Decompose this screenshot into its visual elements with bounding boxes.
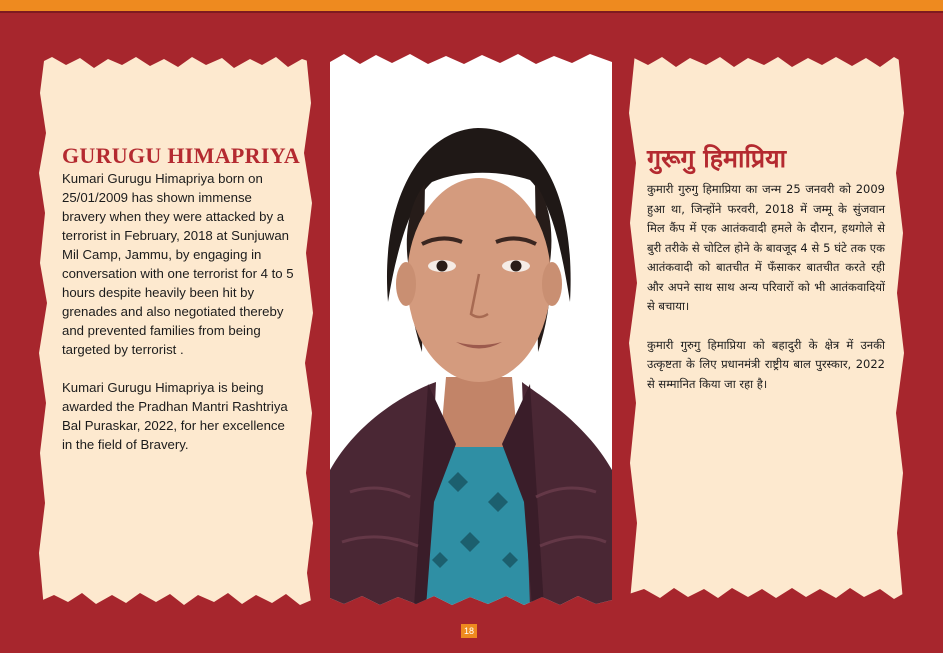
top-divider <box>0 11 943 13</box>
hindi-paragraph-2: कुमारी गुरुगु हिमाप्रिया को बहादुरी के क्षेत्र में उनकी उत्कृष्टता के लिए प्रधानमंत्री राष्ट्रीय बाल पुरस्कार, 2022 से सम्मानित किया जा रहा है। <box>647 337 885 391</box>
english-paragraph-1: Kumari Gurugu Himapriya born on 25/01/2009 has shown immense bravery when they were attacked by a terrorist in February, 2018 at Sunjuwan Mil Camp, Jammu, by engaging in conversation with one terrorist for 4 to 5 hours despite heavily been hit by grenades and also negotiated thereby and prevented families from being targeted by terrorist . <box>62 171 294 357</box>
hindi-body <box>647 180 885 413</box>
english-paragraph-2: Kumari Gurugu Himapriya is being awarded the Pradhan Mantri Rashtriya Bal Puraskar, 2022, for her excellence in the field of Bravery. <box>62 380 288 452</box>
top-accent-bar <box>0 0 943 11</box>
english-body <box>62 169 294 473</box>
page-number: 18 <box>461 624 477 638</box>
hindi-paragraph-1: कुमारी गुरुगु हिमाप्रिया का जन्म 25 जनवरी को 2009 हुआ था, जिन्होंने फरवरी, 2018 में जम्मू के सुंजवान मिल कैंप में एक आतंकवादी हमले के दौरान, हथगोले से बुरी तरीके से चोटिल होने के बावजूद 4 से 5 घंटे तक एक आतंकवादी को बातचीत में फँसाकर बातचीत करते रही और अपने साथ साथ अन्य परिवारों को भी आतंकवादियों से बचाया। <box>647 182 885 313</box>
portrait-photo <box>330 52 612 607</box>
english-title: GURUGU HIMAPRIYA <box>62 143 301 168</box>
hindi-title: गुरूगु हिमाप्रिया <box>647 144 787 173</box>
